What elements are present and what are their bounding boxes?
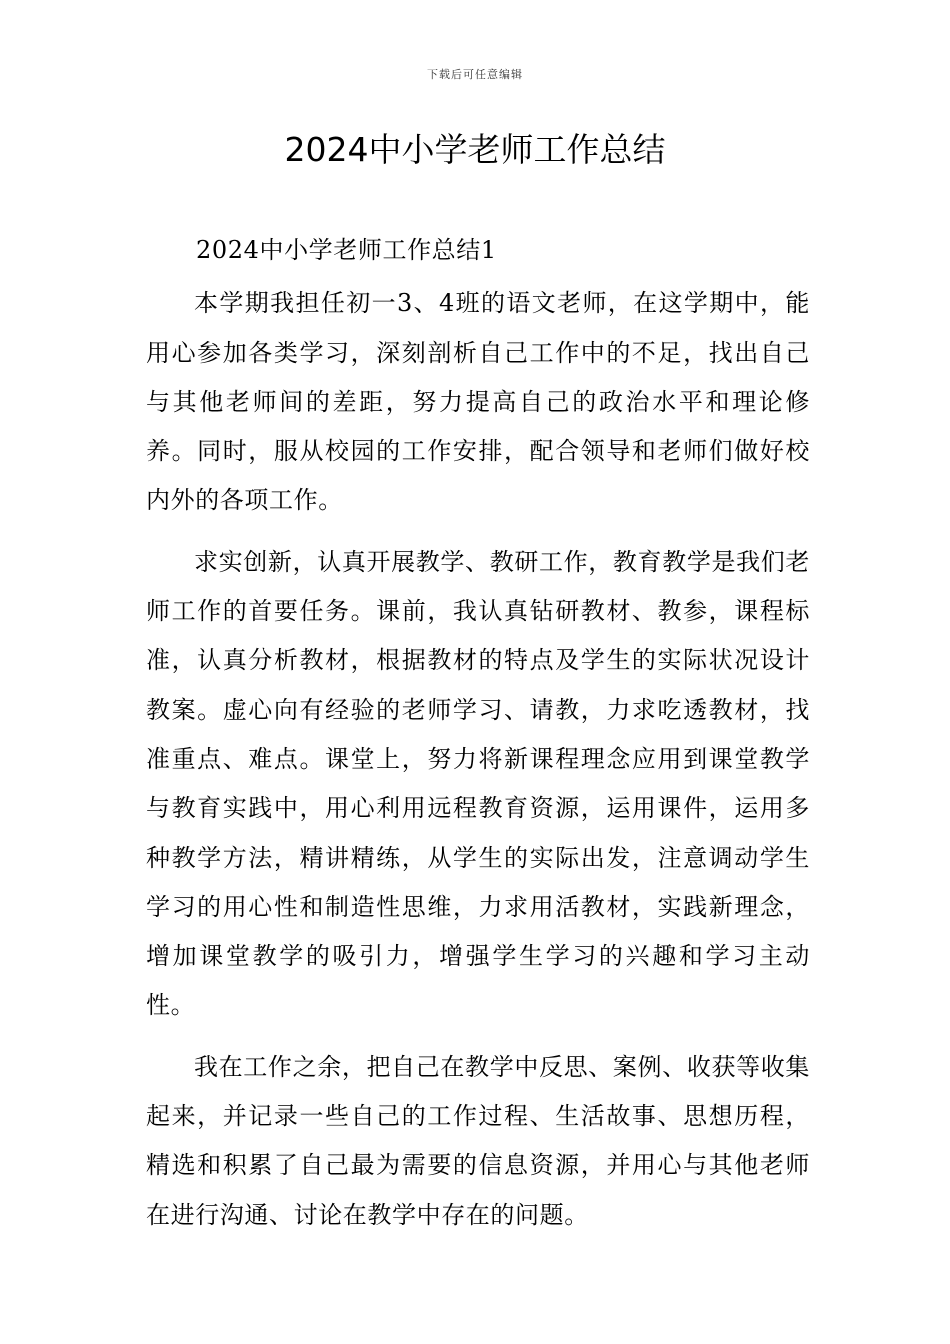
page-header-note: 下载后可任意编辑 [427,68,523,81]
document-body [146,226,810,1252]
section-heading: 2024中小学老师工作总结1 [196,236,497,264]
paragraph-2: 求实创新，认真开展教学、教研工作，教育教学是我们老师工作的首要任务。课前，我认真钻研教材、教参，课程标准，认真分析教材，根据教材的特点及学生的实际状况设计教案。虚心向有经验的老师学习、请教，力求吃透教材，找准重点、难点。课堂上，努力将新课程理念应用到课堂教学与教育实践中，用心利用远程教育资源，运用课件，运用多种教学方法，精讲精练，从学生的实际出发，注意调动学生学习的用心性和制造性思维，力求用活教材，实践新理念，增加课堂教学的吸引力，增强学生学习的兴趣和学习主动性。 [146,547,810,1020]
paragraph-3: 我在工作之余，把自己在教学中反思、案例、收获等收集起来，并记录一些自己的工作过程、生活故事、思想历程，精选和积累了自己最为需要的信息资源，并用心与其他老师在进行沟通、讨论在教学中存在的问题。 [146,1052,810,1229]
document-title: 2024中小学老师工作总结 [284,130,666,169]
paragraph-1: 本学期我担任初一3、4班的语文老师，在这学期中，能用心参加各类学习，深刻剖析自己工作中的不足，找出自己与其他老师间的差距，努力提高自己的政治水平和理论修养。同时，服从校园的工作安排，配合领导和老师们做好校内外的各项工作。 [146,289,810,515]
